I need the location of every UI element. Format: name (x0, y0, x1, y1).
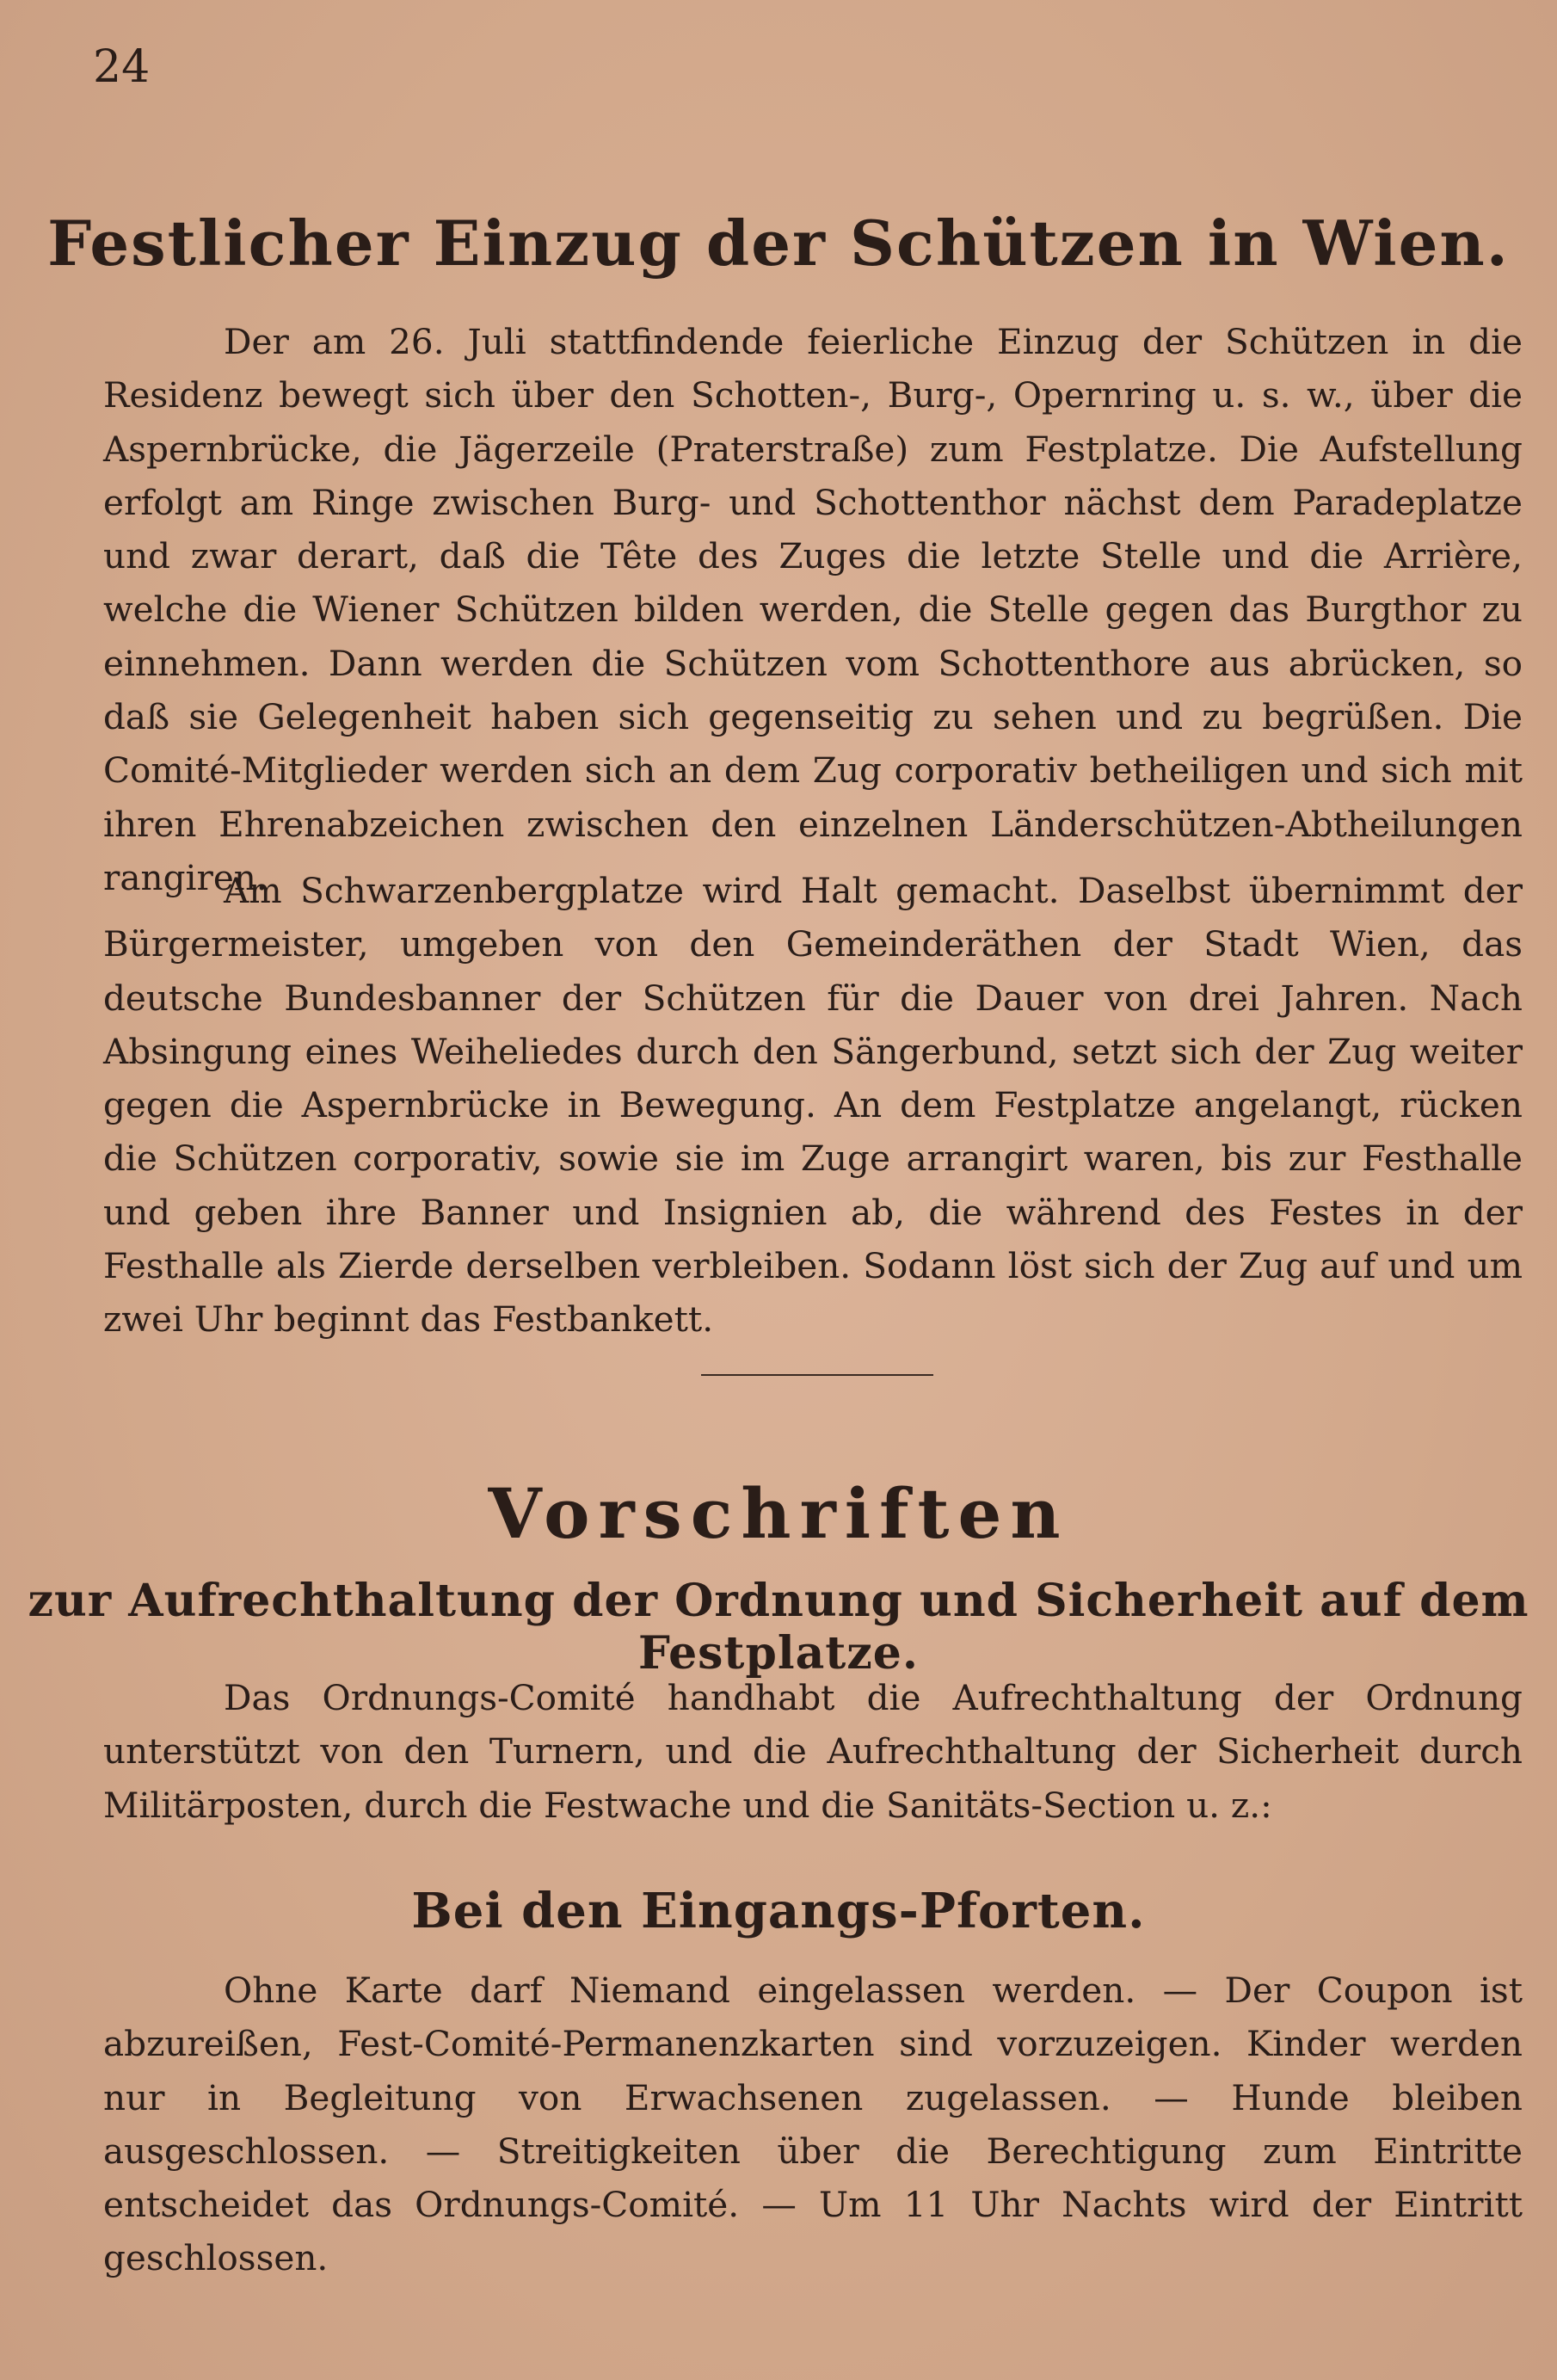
page-number: 24 (93, 41, 151, 93)
section-divider (701, 1374, 933, 1376)
paragraph-vorschriften: Das Ordnungs-Comité handhabt die Aufrechthaltung der Ordnung unterstützt von den Turnern, und die Aufrechthaltung der Sicherheit durch Militärposten, durch die Festwache und die Sanitäts-Section u. z.: (103, 1677, 1523, 1826)
paragraph-eingangs-pforten: Ohne Karte darf Niemand eingelassen werden. — Der Coupon ist abzureißen, Fest-Comité-Permanenzkarten sind vorzuzeigen. Kinder werden nur in Begleitung von Erwachsenen zugelassen. — Hunde bleiben ausgeschlossen. — Streitigkeiten über die Berechtigung zum Eintritte entscheidet das Ordnungs-Comité. — Um 11 Uhr Nachts wird der Eintritt geschlossen. (103, 1970, 1523, 2279)
paragraph-einzug-2: Am Schwarzenbergplatze wird Halt gemacht. Daselbst übernimmt der Bürgermeister, umgeben von den Gemeinderäthen der Stadt Wien, das deutsche Bundesbanner der Schützen für die Dauer von drei Jahren. Nach Absingung eines Weiheliedes durch den Sängerbund, setzt sich der Zug weiter gegen die Aspernbrücke in Bewegung. An dem Festplatze angelangt, rücken die Schützen corporativ, sowie sie im Zuge arrangirt waren, bis zur Festhalle und geben ihre Banner und Insignien ab, die während des Festes in der Festhalle als Zierde derselben verbleiben. Sodann löst sich der Zug auf und um zwei Uhr beginnt das Festbankett. (103, 870, 1523, 1341)
subheading-eingangs-pforten: Bei den Eingangs-Pforten. (411, 1883, 1146, 1939)
section-title-einzug: Festlicher Einzug der Schützen in Wien. (47, 207, 1510, 280)
paragraph-einzug-1: Der am 26. Juli stattfindende feierliche Einzug der Schützen in die Residenz bewegt sich über den Schotten-, Burg-, Opernring u. s. w., über die Aspernbrücke, die Jägerzeile (Praterstraße) zum Festplatze. Die Aufstellung erfolgt am Ringe zwischen Burg- und Schottenthor nächst dem Paradeplatze und zwar derart, daß die Tête des Zuges die letzte Stelle und die Arrière, welche die Wiener Schützen bilden werden, die Stelle gegen das Burgthor zu einnehmen. Dann werden die Schützen vom Schottenthore aus abrücken, so daß sie Gelegenheit haben sich gegenseitig zu sehen und zu begrüßen. Die Comité-Mitglieder werden sich an dem Zug corporativ betheiligen und sich mit ihren Ehrenabzeichen zwischen den einzelnen Länderschützen-Abtheilungen rangiren. (103, 321, 1523, 898)
section-subtitle-vorschriften: zur Aufrechthaltung der Ordnung und Sicherheit auf dem Festplatze. (28, 1575, 1529, 1680)
section-title-vorschriften: Vorschriften (488, 1473, 1069, 1554)
